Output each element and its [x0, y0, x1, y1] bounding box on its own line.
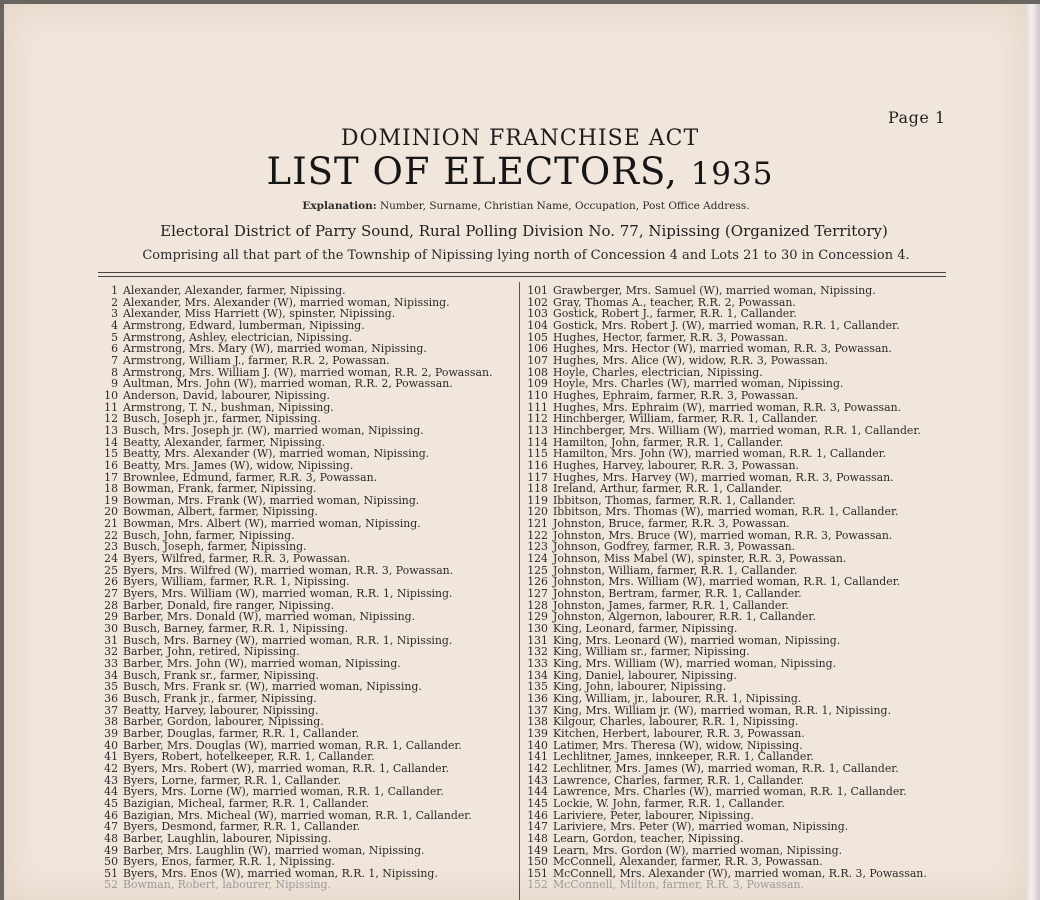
elector-number: 48 [104, 831, 118, 845]
elector-number: 17 [104, 470, 118, 484]
elector-number: 31 [104, 633, 118, 647]
elector-details: Beatty, Harvey, labourer, Nipissing. [123, 703, 319, 717]
elector-number: 46 [104, 808, 118, 822]
elector-number: 130 [527, 622, 548, 636]
elector-number: 146 [527, 808, 548, 822]
elector-number: 134 [527, 668, 548, 682]
header-rule-bottom [98, 276, 946, 277]
elector-number: 4 [111, 318, 118, 332]
elector-details: King, John, labourer, Nipissing. [553, 680, 727, 694]
elector-number: 30 [104, 622, 118, 636]
elector-number: 120 [527, 505, 548, 519]
elector-details: Barber, Mrs. Laughlin (W), married woman, Nipissing. [123, 843, 425, 857]
elector-number: 10 [104, 388, 118, 402]
elector-details: Hinchberger, Mrs. William (W), married woman, R.R. 1, Callander. [553, 423, 921, 437]
elector-number: 107 [527, 353, 548, 367]
elector-details: Ibbitson, Mrs. Thomas (W), married woman, R.R. 1, Callander. [553, 505, 899, 519]
elector-number: 123 [527, 540, 548, 554]
explanation [0, 200, 1040, 212]
elector-details: Armstrong, William J., farmer, R.R. 2, Powassan. [123, 353, 390, 367]
elector-number: 16 [104, 458, 118, 472]
elector-number: 147 [527, 820, 548, 834]
elector-details: Alexander, Alexander, farmer, Nipissing. [123, 284, 346, 297]
elector-number: 125 [527, 563, 548, 577]
elector-details: King, Mrs. Leonard (W), married woman, Nipissing. [553, 633, 841, 647]
elector-number: 13 [104, 423, 118, 437]
elector-details: Hughes, Ephraim, farmer, R.R. 3, Powassan. [553, 388, 799, 402]
elector-details: Johnston, Algernon, labourer, R.R. 1, Callander. [553, 610, 816, 624]
elector-number: 37 [104, 703, 118, 717]
elector-details: Byers, Mrs. Robert (W), married woman, R.R. 1, Callander. [123, 761, 450, 775]
elector-number: 111 [527, 400, 548, 414]
elector-details: Johnston, Mrs. Bruce (W), married woman, R.R. 3, Powassan. [553, 528, 893, 542]
elector-number: 25 [104, 563, 118, 577]
elector-number: 109 [527, 377, 548, 391]
elector-details: Johnson, Godfrey, farmer, R.R. 3, Powassan. [553, 540, 796, 554]
act-title: DOMINION FRANCHISE ACT [340, 126, 700, 151]
elector-details: Lockie, W. John, farmer, R.R. 1, Callander. [553, 796, 785, 810]
elector-details: Bowman, Frank, farmer, Nipissing. [123, 482, 317, 496]
elector-details: Hamilton, John, farmer, R.R. 1, Callander. [553, 435, 784, 449]
elector-number: 127 [527, 587, 548, 601]
elector-number: 117 [527, 470, 548, 484]
elector-details: McConnell, Alexander, farmer, R.R. 3, Powassan. [553, 855, 823, 869]
elector-number: 39 [104, 726, 118, 740]
elector-number: 38 [104, 715, 118, 729]
elector-number: 152 [527, 878, 548, 892]
elector-details: King, Daniel, labourer, Nipissing. [553, 668, 737, 682]
elector-number: 106 [527, 342, 548, 356]
elector-details: Latimer, Mrs. Theresa (W), widow, Nipissing. [553, 738, 803, 752]
elector-number: 3 [111, 307, 118, 321]
elector-number: 11 [104, 400, 118, 414]
elector-details: Learn, Mrs. Gordon (W), married woman, Nipissing. [553, 843, 843, 857]
elector-details: Hughes, Mrs. Harvey (W), married woman, R.R. 3, Powassan. [553, 470, 894, 484]
elector-details: Barber, Donald, fire ranger, Nipissing. [123, 598, 335, 612]
elector-details: Kilgour, Charles, labourer, R.R. 1, Nipissing. [553, 715, 799, 729]
elector-details: Gray, Thomas A., teacher, R.R. 2, Powassan. [553, 295, 796, 309]
elector-details: Ireland, Arthur, farmer, R.R. 1, Callander. [553, 482, 783, 496]
elector-number: 49 [104, 843, 118, 857]
elector-details: Lariviere, Mrs. Peter (W), married woman, Nipissing. [553, 820, 849, 834]
elector-details: Barber, Laughlin, labourer, Nipissing. [123, 831, 332, 845]
elector-number: 105 [527, 330, 548, 344]
elector-number: 142 [527, 761, 548, 775]
elector-number: 141 [527, 750, 548, 764]
elector-details: Busch, Frank sr., farmer, Nipissing. [123, 668, 319, 682]
elector-details: Bazigian, Mrs. Micheal (W), married woman, R.R. 1, Callander. [123, 808, 472, 822]
elector-number: 138 [527, 715, 548, 729]
elector-details: Alexander, Mrs. Alexander (W), married woman, Nipissing. [123, 295, 450, 309]
elector-details: Busch, Mrs. Joseph jr. (W), married woman, Nipissing. [123, 423, 424, 437]
elector-number: 44 [104, 785, 118, 799]
elector-details: Busch, Joseph, farmer, Nipissing. [123, 540, 307, 554]
elector-number: 139 [527, 726, 548, 740]
explanation-label: Explanation: [302, 200, 377, 212]
list-title-year: 1935 [690, 156, 774, 192]
elector-details: Johnston, Bertram, farmer, R.R. 1, Callander. [553, 587, 802, 601]
elector-details: Byers, Desmond, farmer, R.R. 1, Callander. [123, 820, 361, 834]
elector-number: 135 [527, 680, 548, 694]
elector-details: Bazigian, Micheal, farmer, R.R. 1, Callander. [123, 796, 369, 810]
elector-details: Busch, Mrs. Barney (W), married woman, R.R. 1, Nipissing. [123, 633, 453, 647]
elector-number: 104 [527, 318, 548, 332]
elector-details: Barber, Mrs. Donald (W), married woman, Nipissing. [123, 610, 416, 624]
elector-number: 18 [104, 482, 118, 496]
elector-number: 41 [104, 750, 118, 764]
elector-details: Armstrong, Mrs. Mary (W), married woman, Nipissing. [123, 342, 427, 356]
elector-number: 36 [104, 691, 118, 705]
elector-number: 15 [104, 447, 118, 461]
elector-details: Hoyle, Charles, electrician, Nipissing. [553, 365, 763, 379]
elector-details: McConnell, Mrs. Alexander (W), married woman, R.R. 3, Powassan. [553, 866, 927, 880]
elector-details: Lariviere, Peter, labourer, Nipissing. [553, 808, 754, 822]
elector-number: 22 [104, 528, 118, 542]
elector-details: Barber, John, retired, Nipissing. [123, 645, 300, 659]
elector-number: 6 [111, 342, 118, 356]
elector-number: 112 [527, 412, 548, 426]
elector-number: 115 [527, 447, 548, 461]
elector-number: 133 [527, 657, 548, 670]
elector-number: 51 [104, 866, 118, 880]
elector-details: Hinchberger, William, farmer, R.R. 1, Callander. [553, 412, 819, 426]
explanation-text: Number, Surname, Christian Name, Occupation, Post Office Address. [379, 200, 750, 212]
elector-details: Barber, Mrs. John (W), married woman, Nipissing. [123, 657, 401, 670]
elector-details: Armstrong, Mrs. William J. (W), married woman, R.R. 2, Powassan. [123, 365, 493, 379]
elector-number: 140 [527, 738, 548, 752]
list-title-text: LIST OF ELECTORS, [266, 150, 678, 193]
elector-number: 122 [527, 528, 548, 542]
elector-details: Barber, Mrs. Douglas (W), married woman, R.R. 1, Callander. [123, 738, 462, 752]
comprising-line: Comprising all that part of the Township of Nipissing lying north of Concession 4 and Lots 21 to 30 in Concession 4. [142, 248, 910, 263]
elector-number: 137 [527, 703, 548, 717]
elector-details: Bowman, Albert, farmer, Nipissing. [123, 505, 318, 519]
elector-details: Lechlitner, Mrs. James (W), married woman, R.R. 1, Callander. [553, 761, 899, 775]
elector-number: 151 [527, 866, 548, 880]
elector-number: 116 [527, 458, 548, 472]
elector-details: Hoyle, Mrs. Charles (W), married woman, Nipissing. [553, 377, 844, 391]
elector-details: King, William sr., farmer, Nipissing. [553, 645, 750, 659]
elector-details: Johnston, Bruce, farmer, R.R. 3, Powassan. [553, 517, 790, 531]
elector-details: Hughes, Harvey, labourer, R.R. 3, Powassan. [553, 458, 800, 472]
elector-number: 121 [527, 517, 548, 531]
elector-details: Bowman, Mrs. Frank (W), married woman, Nipissing. [123, 493, 420, 507]
elector-number: 119 [527, 493, 548, 507]
elector-number: 110 [527, 388, 548, 402]
right-column [522, 285, 927, 891]
elector-details: Brownlee, Edmund, farmer, R.R. 3, Powassan. [123, 470, 378, 484]
elector-number: 43 [104, 773, 118, 787]
elector-details: Johnston, William, farmer, R.R. 1, Callander. [553, 563, 798, 577]
elector-number: 23 [104, 540, 118, 554]
elector-details: Kitchen, Herbert, labourer, R.R. 3, Powassan. [553, 726, 805, 740]
elector-number: 27 [104, 587, 118, 601]
elector-details: Barber, Gordon, labourer, Nipissing. [123, 715, 324, 729]
elector-details: Busch, Mrs. Frank sr. (W), married woman, Nipissing. [123, 680, 422, 694]
elector-details: Busch, Frank jr., farmer, Nipissing. [123, 691, 317, 705]
elector-details: Byers, Wilfred, farmer, R.R. 3, Powassan. [123, 552, 351, 566]
elector-details: Anderson, David, labourer, Nipissing. [123, 388, 331, 402]
elector-details: Gostick, Mrs. Robert J. (W), married woman, R.R. 1, Callander. [553, 318, 900, 332]
elector-details: Byers, Robert, hotelkeeper, R.R. 1, Callander. [123, 750, 375, 764]
elector-details: Gostick, Robert J., farmer, R.R. 1, Callander. [553, 307, 797, 321]
elector-number: 124 [527, 552, 548, 566]
elector-details: Busch, Joseph jr., farmer, Nipissing. [123, 412, 321, 426]
elector-number: 52 [104, 878, 118, 892]
elector-number: 132 [527, 645, 548, 659]
elector-number: 32 [104, 645, 118, 659]
elector-details: McConnell, Milton, farmer, R.R. 3, Powassan. [553, 878, 804, 892]
elector-number: 42 [104, 761, 118, 775]
elector-number: 101 [527, 284, 548, 297]
elector-details: Busch, Barney, farmer, R.R. 1, Nipissing. [123, 622, 349, 636]
elector-entry [92, 879, 492, 891]
elector-number: 129 [527, 610, 548, 624]
elector-details: Byers, Mrs. William (W), married woman, R.R. 1, Nipissing. [123, 587, 453, 601]
elector-details: Johnson, Miss Mabel (W), spinster, R.R. 3, Powassan. [553, 552, 847, 566]
elector-number: 9 [111, 377, 118, 391]
elector-number: 131 [527, 633, 548, 647]
elector-details: Hughes, Hector, farmer, R.R. 3, Powassan. [553, 330, 788, 344]
elector-details: King, Mrs. William (W), married woman, Nipissing. [553, 657, 837, 670]
elector-number: 26 [104, 575, 118, 589]
elector-details: King, William, jr., labourer, R.R. 1, Nipissing. [553, 691, 802, 705]
elector-details: Lechlitner, James, innkeeper, R.R. 1, Callander. [553, 750, 814, 764]
elector-number: 40 [104, 738, 118, 752]
elector-number: 12 [104, 412, 118, 426]
elector-number: 14 [104, 435, 118, 449]
list-title [0, 150, 1040, 193]
elector-details: Lawrence, Mrs. Charles (W), married woman, R.R. 1, Callander. [553, 785, 907, 799]
elector-details: Beatty, Alexander, farmer, Nipissing. [123, 435, 326, 449]
elector-number: 145 [527, 796, 548, 810]
elector-number: 34 [104, 668, 118, 682]
elector-details: Byers, Enos, farmer, R.R. 1, Nipissing. [123, 855, 335, 869]
elector-details: Busch, John, farmer, Nipissing. [123, 528, 295, 542]
elector-details: Byers, Mrs. Enos (W), married woman, R.R. 1, Nipissing. [123, 866, 438, 880]
elector-number: 103 [527, 307, 548, 321]
elector-number: 118 [527, 482, 548, 496]
elector-number: 7 [111, 353, 118, 367]
elector-number: 128 [527, 598, 548, 612]
elector-number: 108 [527, 365, 548, 379]
elector-number: 21 [104, 517, 118, 531]
elector-number: 5 [111, 330, 118, 344]
elector-details: Byers, William, farmer, R.R. 1, Nipissing. [123, 575, 350, 589]
left-column [92, 285, 492, 891]
elector-number: 19 [104, 493, 118, 507]
elector-details: Armstrong, T. N., bushman, Nipissing. [123, 400, 334, 414]
elector-details: Byers, Lorne, farmer, R.R. 1, Callander. [123, 773, 341, 787]
elector-details: Beatty, Mrs. Alexander (W), married woman, Nipissing. [123, 447, 430, 461]
district-line: Electoral District of Parry Sound, Rural Polling Division No. 77, Nipissing (Organized Territory) [160, 222, 888, 240]
elector-number: 113 [527, 423, 548, 437]
elector-details: Aultman, Mrs. John (W), married woman, R.R. 2, Powassan. [123, 377, 453, 391]
elector-details: Hamilton, Mrs. John (W), married woman, R.R. 1, Callander. [553, 447, 887, 461]
elector-number: 2 [111, 295, 118, 309]
elector-details: Hughes, Mrs. Hector (W), married woman, R.R. 3, Powassan. [553, 342, 892, 356]
elector-details: Lawrence, Charles, farmer, R.R. 1, Callander. [553, 773, 804, 787]
elector-details: Byers, Mrs. Wilfred (W), married woman, R.R. 3, Powassan. [123, 563, 454, 577]
elector-details: Hughes, Mrs. Ephraim (W), married woman, R.R. 3, Powassan. [553, 400, 902, 414]
elector-details: Byers, Mrs. Lorne (W), married woman, R.R. 1, Callander. [123, 785, 444, 799]
elector-details: Bowman, Mrs. Albert (W), married woman, Nipissing. [123, 517, 421, 531]
elector-details: Bowman, Robert, labourer, Nipissing. [123, 878, 331, 892]
elector-number: 28 [104, 598, 118, 612]
elector-number: 33 [104, 657, 118, 670]
elector-number: 45 [104, 796, 118, 810]
elector-number: 143 [527, 773, 548, 787]
elector-number: 136 [527, 691, 548, 705]
elector-details: King, Mrs. William jr. (W), married woman, R.R. 1, Nipissing. [553, 703, 891, 717]
elector-details: Hughes, Mrs. Alice (W), widow, R.R. 3, Powassan. [553, 353, 829, 367]
elector-details: Ibbitson, Thomas, farmer, R.R. 1, Callander. [553, 493, 796, 507]
page-number: Page 1 [888, 108, 946, 127]
elector-number: 8 [111, 365, 118, 379]
column-divider [519, 282, 520, 900]
elector-details: Learn, Gordon, teacher, Nipissing. [553, 831, 744, 845]
elector-number: 47 [104, 820, 118, 834]
elector-number: 1 [111, 284, 118, 297]
elector-details: Armstrong, Edward, lumberman, Nipissing. [123, 318, 365, 332]
elector-number: 35 [104, 680, 118, 694]
elector-details: Armstrong, Ashley, electrician, Nipissing. [123, 330, 353, 344]
elector-details: King, Leonard, farmer, Nipissing. [553, 622, 738, 636]
elector-number: 102 [527, 295, 548, 309]
elector-details: Johnston, James, farmer, R.R. 1, Callander. [553, 598, 789, 612]
elector-details: Grawberger, Mrs. Samuel (W), married woman, Nipissing. [553, 284, 876, 297]
elector-details: Johnston, Mrs. William (W), married woman, R.R. 1, Callander. [553, 575, 901, 589]
elector-details: Alexander, Miss Harriett (W), spinster, Nipissing. [123, 307, 396, 321]
elector-number: 114 [527, 435, 548, 449]
elector-number: 126 [527, 575, 548, 589]
elector-number: 148 [527, 831, 548, 845]
header-rule-top [98, 272, 946, 273]
elector-number: 50 [104, 855, 118, 869]
elector-entry [522, 879, 927, 891]
elector-number: 149 [527, 843, 548, 857]
elector-number: 150 [527, 855, 548, 869]
elector-number: 24 [104, 552, 118, 566]
elector-number: 29 [104, 610, 118, 624]
elector-number: 144 [527, 785, 548, 799]
elector-number: 20 [104, 505, 118, 519]
elector-details: Barber, Douglas, farmer, R.R. 1, Callander. [123, 726, 360, 740]
elector-details: Beatty, Mrs. James (W), widow, Nipissing. [123, 458, 354, 472]
